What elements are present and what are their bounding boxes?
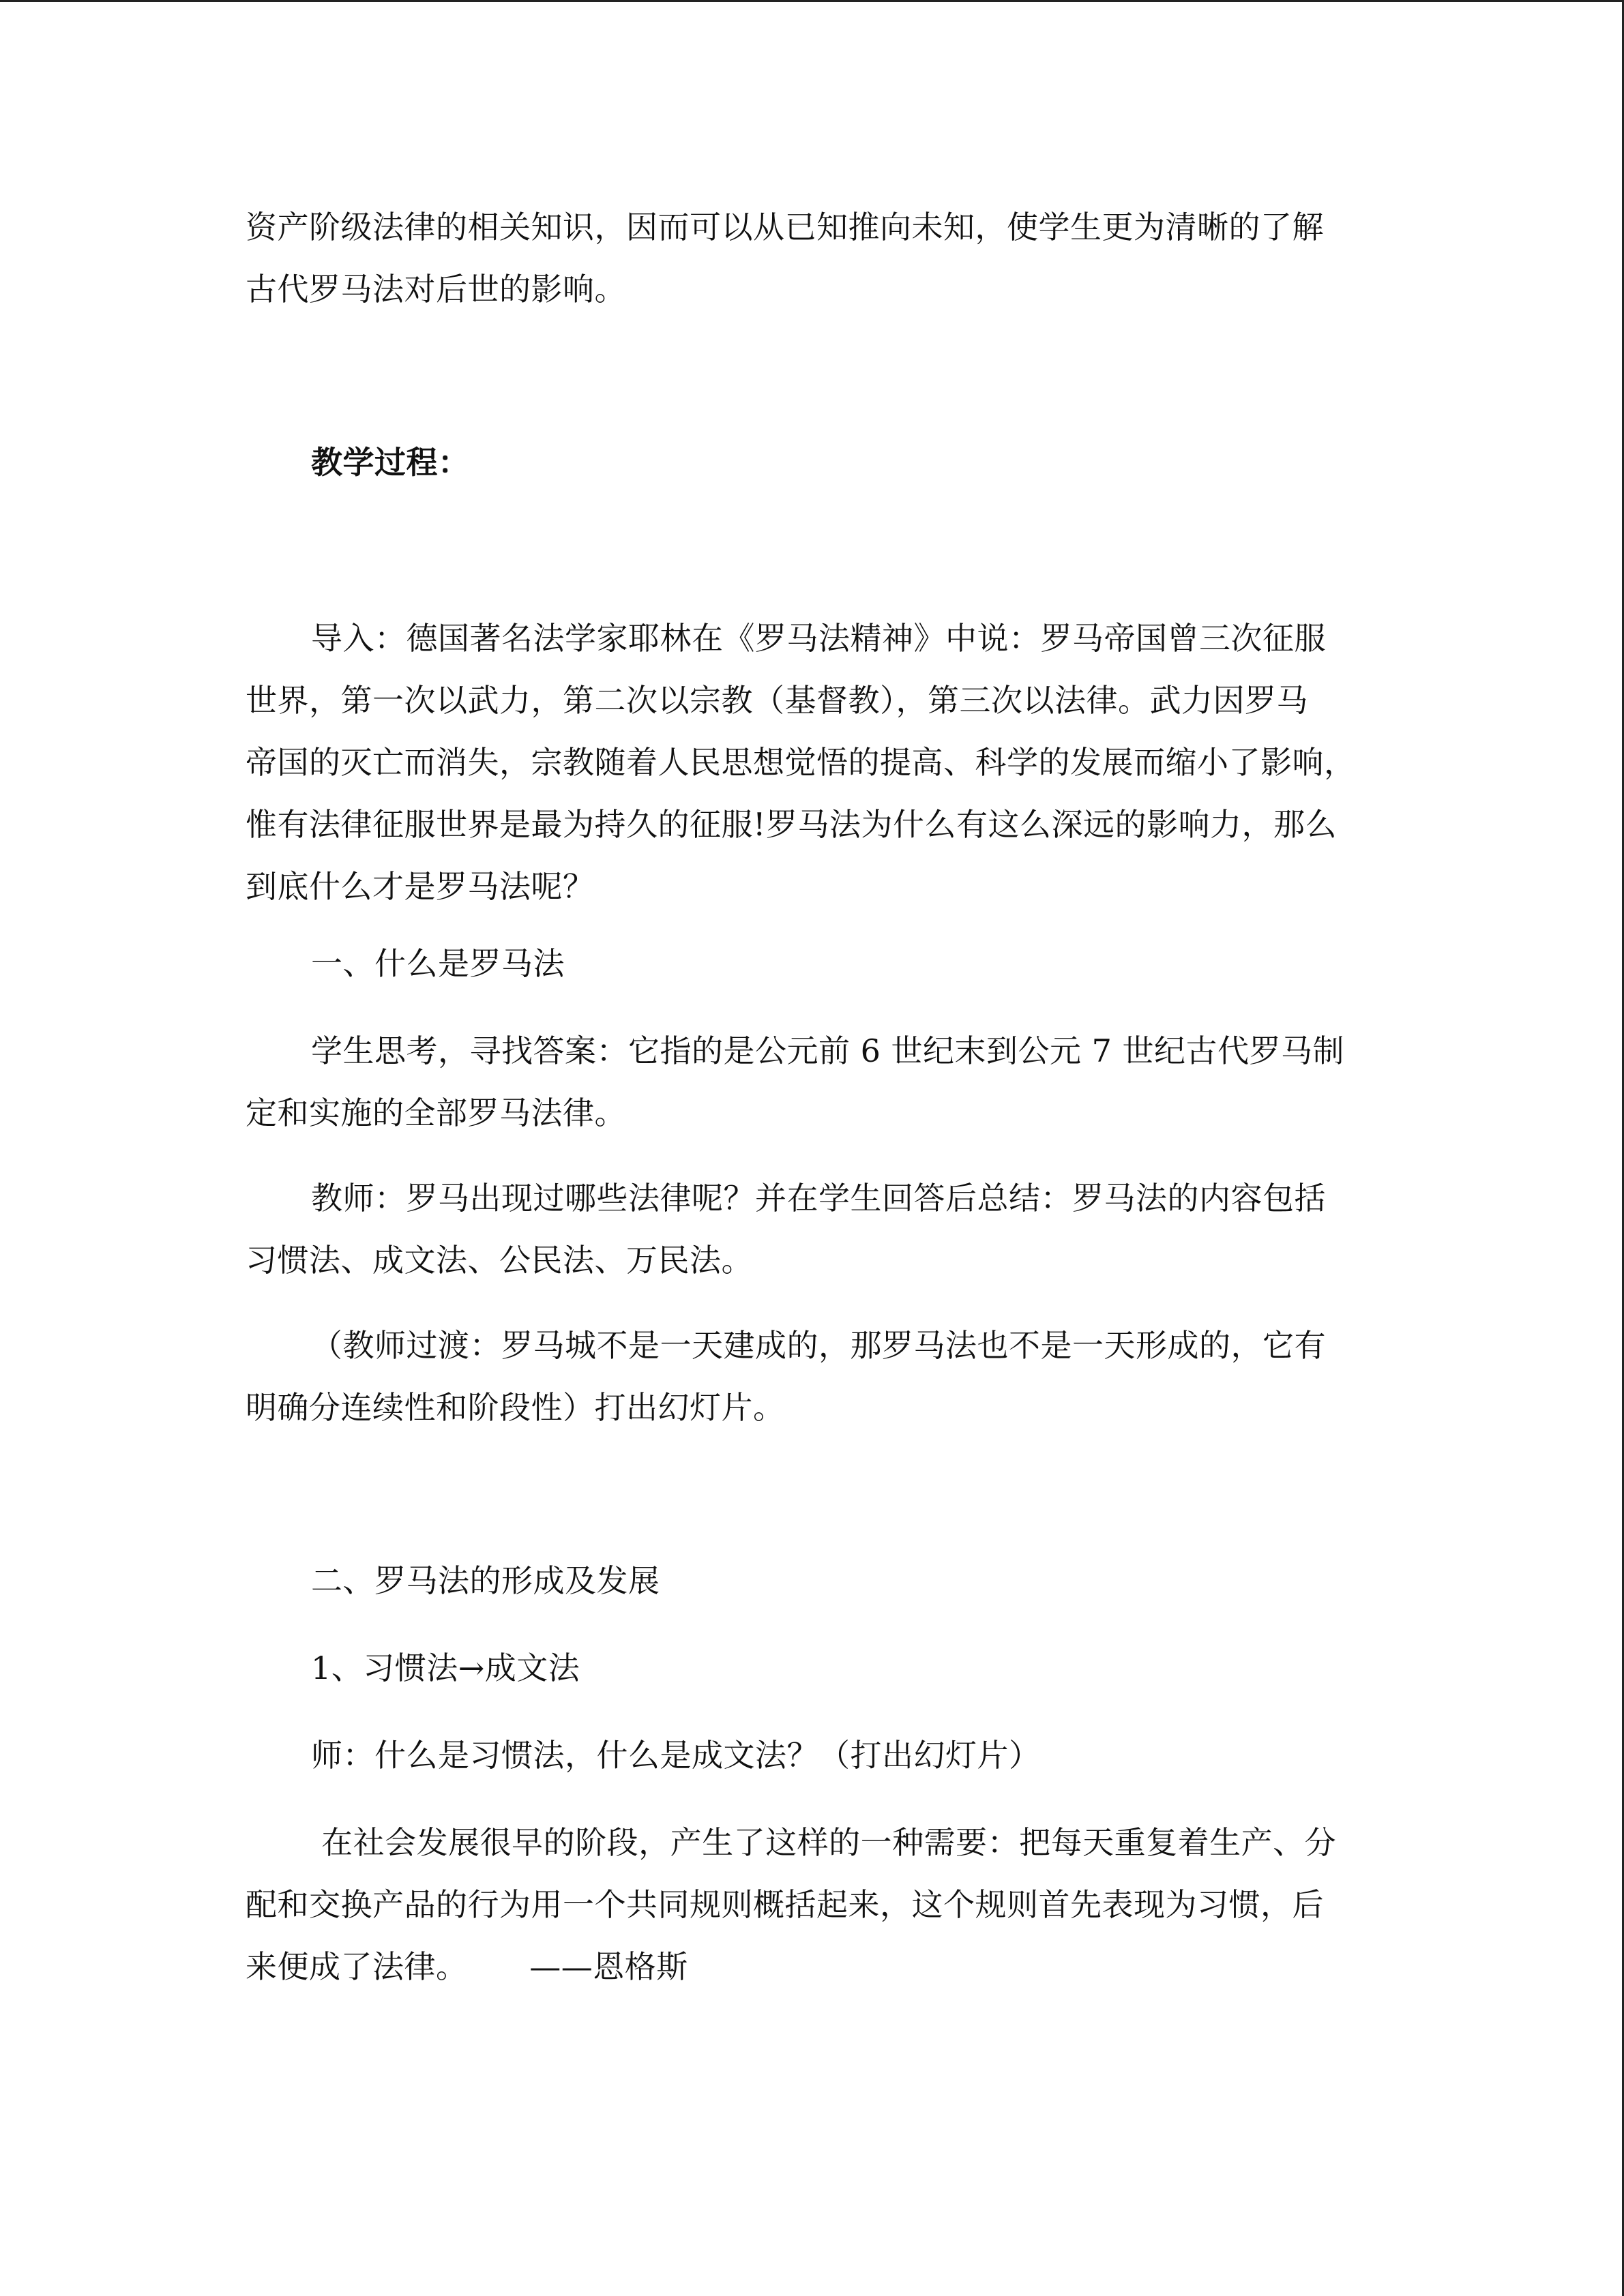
quote-line: 配和交换产品的行为用一个共同规则概括起来，这个规则首先表现为习惯，后: [246, 1886, 1324, 1923]
paragraph-line: 习惯法、成文法、公民法、万民法。: [246, 1242, 753, 1279]
quote-line: 在社会发展很早的阶段，产生了这样的一种需要：把每天重复着生产、分: [311, 1824, 1337, 1861]
paragraph-line: 导入：德国著名法学家耶林在《罗马法精神》中说：罗马帝国曾三次征服: [311, 620, 1326, 657]
student-answer-paragraph: [246, 1020, 1378, 1144]
paragraph-line: （教师过渡：罗马城不是一天建成的，那罗马法也不是一天形成的，它有: [311, 1327, 1326, 1364]
paragraph-line: 帝国的灭亡而消失，宗教随着人民思想觉悟的提高、科学的发展而缩小了影响，: [246, 744, 1356, 781]
teacher-question-paragraph: [246, 1167, 1378, 1292]
paragraph-line: 明确分连续性和阶段性）打出幻灯片。: [246, 1389, 785, 1426]
quote-line: 来便成了法律。 ——恩格斯: [246, 1948, 688, 1985]
engels-quote-paragraph: [246, 1812, 1378, 1998]
lead-in-paragraph: [246, 608, 1378, 918]
section-2-title: 二、罗马法的形成及发展: [311, 1562, 660, 1599]
section-1-title: 一、什么是罗马法: [311, 945, 565, 982]
teacher-slide-prompt: 师：什么是习惯法，什么是成文法？（打出幻灯片）: [311, 1737, 1041, 1774]
paragraph-line: 学生思考，寻找答案：它指的是公元前 6 世纪末到公元 7 世纪古代罗马制: [311, 1032, 1345, 1069]
subsection-1-title: 1、习惯法→成文法: [311, 1650, 580, 1686]
paragraph-line: 定和实施的全部罗马法律。: [246, 1094, 626, 1131]
teacher-transition-paragraph: [246, 1315, 1378, 1439]
paragraph-line: 到底什么才是罗马法呢？: [246, 868, 595, 905]
intro-continuation-paragraph: [246, 196, 1378, 320]
page-top-border: [0, 0, 1624, 2]
heading-teaching-process: 教学过程：: [311, 444, 470, 481]
paragraph-line: 惟有法律征服世界是最为持久的征服!罗马法为什么有这么深远的影响力，那么: [246, 806, 1337, 843]
paragraph-line: 资产阶级法律的相关知识，因而可以从已知推向未知，使学生更为清晰的了解: [246, 209, 1324, 245]
paragraph-line: 古代罗马法对后世的影响。: [246, 271, 626, 308]
paragraph-line: 世界，第一次以武力，第二次以宗教（基督教），第三次以法律。武力因罗马: [246, 682, 1308, 719]
paragraph-line: 教师：罗马出现过哪些法律呢？并在学生回答后总结：罗马法的内容包括: [311, 1180, 1326, 1217]
